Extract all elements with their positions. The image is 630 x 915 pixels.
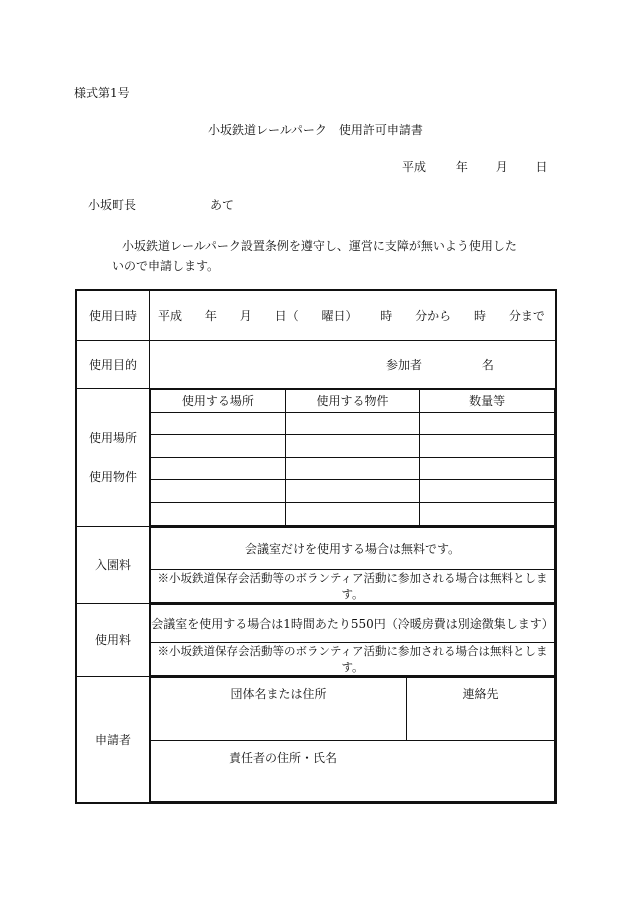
row-admission — [76, 526, 556, 603]
label-admission: 入園料 — [76, 526, 150, 603]
dt-minute-from: 分から — [415, 308, 452, 323]
responsible-field[interactable] — [151, 740, 555, 802]
col-place: 使用する場所 — [151, 389, 286, 412]
date-month: 月 — [495, 160, 508, 174]
document-title: 小坂鉄道レールパーク 使用許可申請書 — [208, 123, 423, 137]
date-era: 平成 — [402, 160, 427, 174]
usage-fee-note: ※小坂鉄道保存会活動等のボランティア活動に参加される場合は無料とします。 — [151, 642, 555, 675]
item-cell[interactable] — [285, 457, 420, 480]
place-cell[interactable] — [151, 457, 286, 480]
label-usage-items: 使用物件 — [88, 470, 137, 484]
row-usage-datetime — [76, 290, 556, 340]
row-place-items — [76, 388, 556, 526]
label-usage-purpose: 使用目的 — [76, 340, 150, 388]
label-usage-datetime: 使用日時 — [76, 290, 150, 340]
org-address-field[interactable] — [151, 677, 407, 740]
admission-table — [150, 527, 555, 603]
item-cell[interactable] — [285, 480, 420, 503]
date-year: 年 — [455, 160, 468, 174]
statement-line-2: いので申請します。 — [112, 259, 220, 273]
place-cell[interactable] — [151, 480, 286, 503]
application-statement — [104, 236, 524, 276]
usage-purpose-field[interactable] — [150, 340, 557, 388]
org-address-label: 団体名または住所 — [230, 686, 327, 701]
place-items-header — [151, 389, 555, 412]
applicant-info — [150, 676, 557, 803]
form-number: 様式第1号 — [74, 86, 130, 100]
dt-day: 日（ — [274, 308, 299, 323]
qty-cell[interactable] — [420, 502, 555, 525]
col-qty: 数量等 — [420, 389, 555, 412]
addressee-name: 小坂町長 — [88, 198, 137, 212]
place-cell[interactable] — [151, 435, 286, 458]
dt-hour-to: 時 — [474, 308, 487, 323]
table-row — [151, 502, 555, 525]
place-cell[interactable] — [151, 412, 286, 435]
application-form-table — [75, 289, 557, 804]
row-applicant — [76, 676, 556, 803]
dt-year: 年 — [204, 308, 217, 323]
label-place-items — [76, 388, 150, 526]
place-items-table — [150, 389, 555, 526]
place-cell[interactable] — [151, 502, 286, 525]
dt-hour-from: 時 — [380, 308, 393, 323]
qty-cell[interactable] — [420, 435, 555, 458]
dt-minute-to: 分まで — [508, 308, 545, 323]
participants-unit: 名 — [481, 357, 494, 372]
statement-line-1: 小坂鉄道レールパーク設置条例を遵守し、運営に支障が無いよう使用した — [122, 239, 517, 253]
place-items-grid — [150, 388, 557, 526]
contact-label: 連絡先 — [462, 686, 499, 701]
item-cell[interactable] — [285, 502, 420, 525]
qty-cell[interactable] — [420, 480, 555, 503]
table-row — [151, 457, 555, 480]
addressee-suffix: あて — [210, 198, 235, 212]
label-applicant: 申請者 — [76, 676, 150, 803]
date-day: 日 — [535, 160, 548, 174]
usage-datetime-field[interactable] — [150, 290, 557, 340]
application-date — [402, 161, 548, 173]
applicant-table — [150, 677, 555, 803]
dt-era: 平成 — [158, 308, 183, 323]
contact-field[interactable] — [407, 677, 555, 740]
table-row — [151, 480, 555, 503]
responsible-label: 責任者の住所・氏名 — [229, 750, 338, 765]
dt-weekday: 曜日） — [321, 308, 358, 323]
participants-label: 参加者 — [386, 357, 423, 372]
admission-info — [150, 526, 557, 603]
dt-month: 月 — [239, 308, 252, 323]
qty-cell[interactable] — [420, 412, 555, 435]
table-row — [151, 412, 555, 435]
usage-fee-info — [150, 603, 557, 676]
label-usage-place: 使用場所 — [88, 431, 137, 445]
usage-fee-table — [150, 604, 555, 676]
item-cell[interactable] — [285, 412, 420, 435]
row-usage-fee — [76, 603, 556, 676]
item-cell[interactable] — [285, 435, 420, 458]
table-row — [151, 435, 555, 458]
row-usage-purpose — [76, 340, 556, 388]
qty-cell[interactable] — [420, 457, 555, 480]
col-item: 使用する物件 — [285, 389, 420, 412]
admission-note: ※小坂鉄道保存会活動等のボランティア活動に参加される場合は無料とします。 — [151, 569, 555, 602]
addressee — [88, 199, 234, 211]
admission-text: 会議室だけを使用する場合は無料です。 — [151, 527, 555, 569]
usage-fee-text: 会議室を使用する場合は1時間あたり550円（冷暖房費は別途徴集します） — [151, 604, 555, 642]
label-usage-fee: 使用料 — [76, 603, 150, 676]
